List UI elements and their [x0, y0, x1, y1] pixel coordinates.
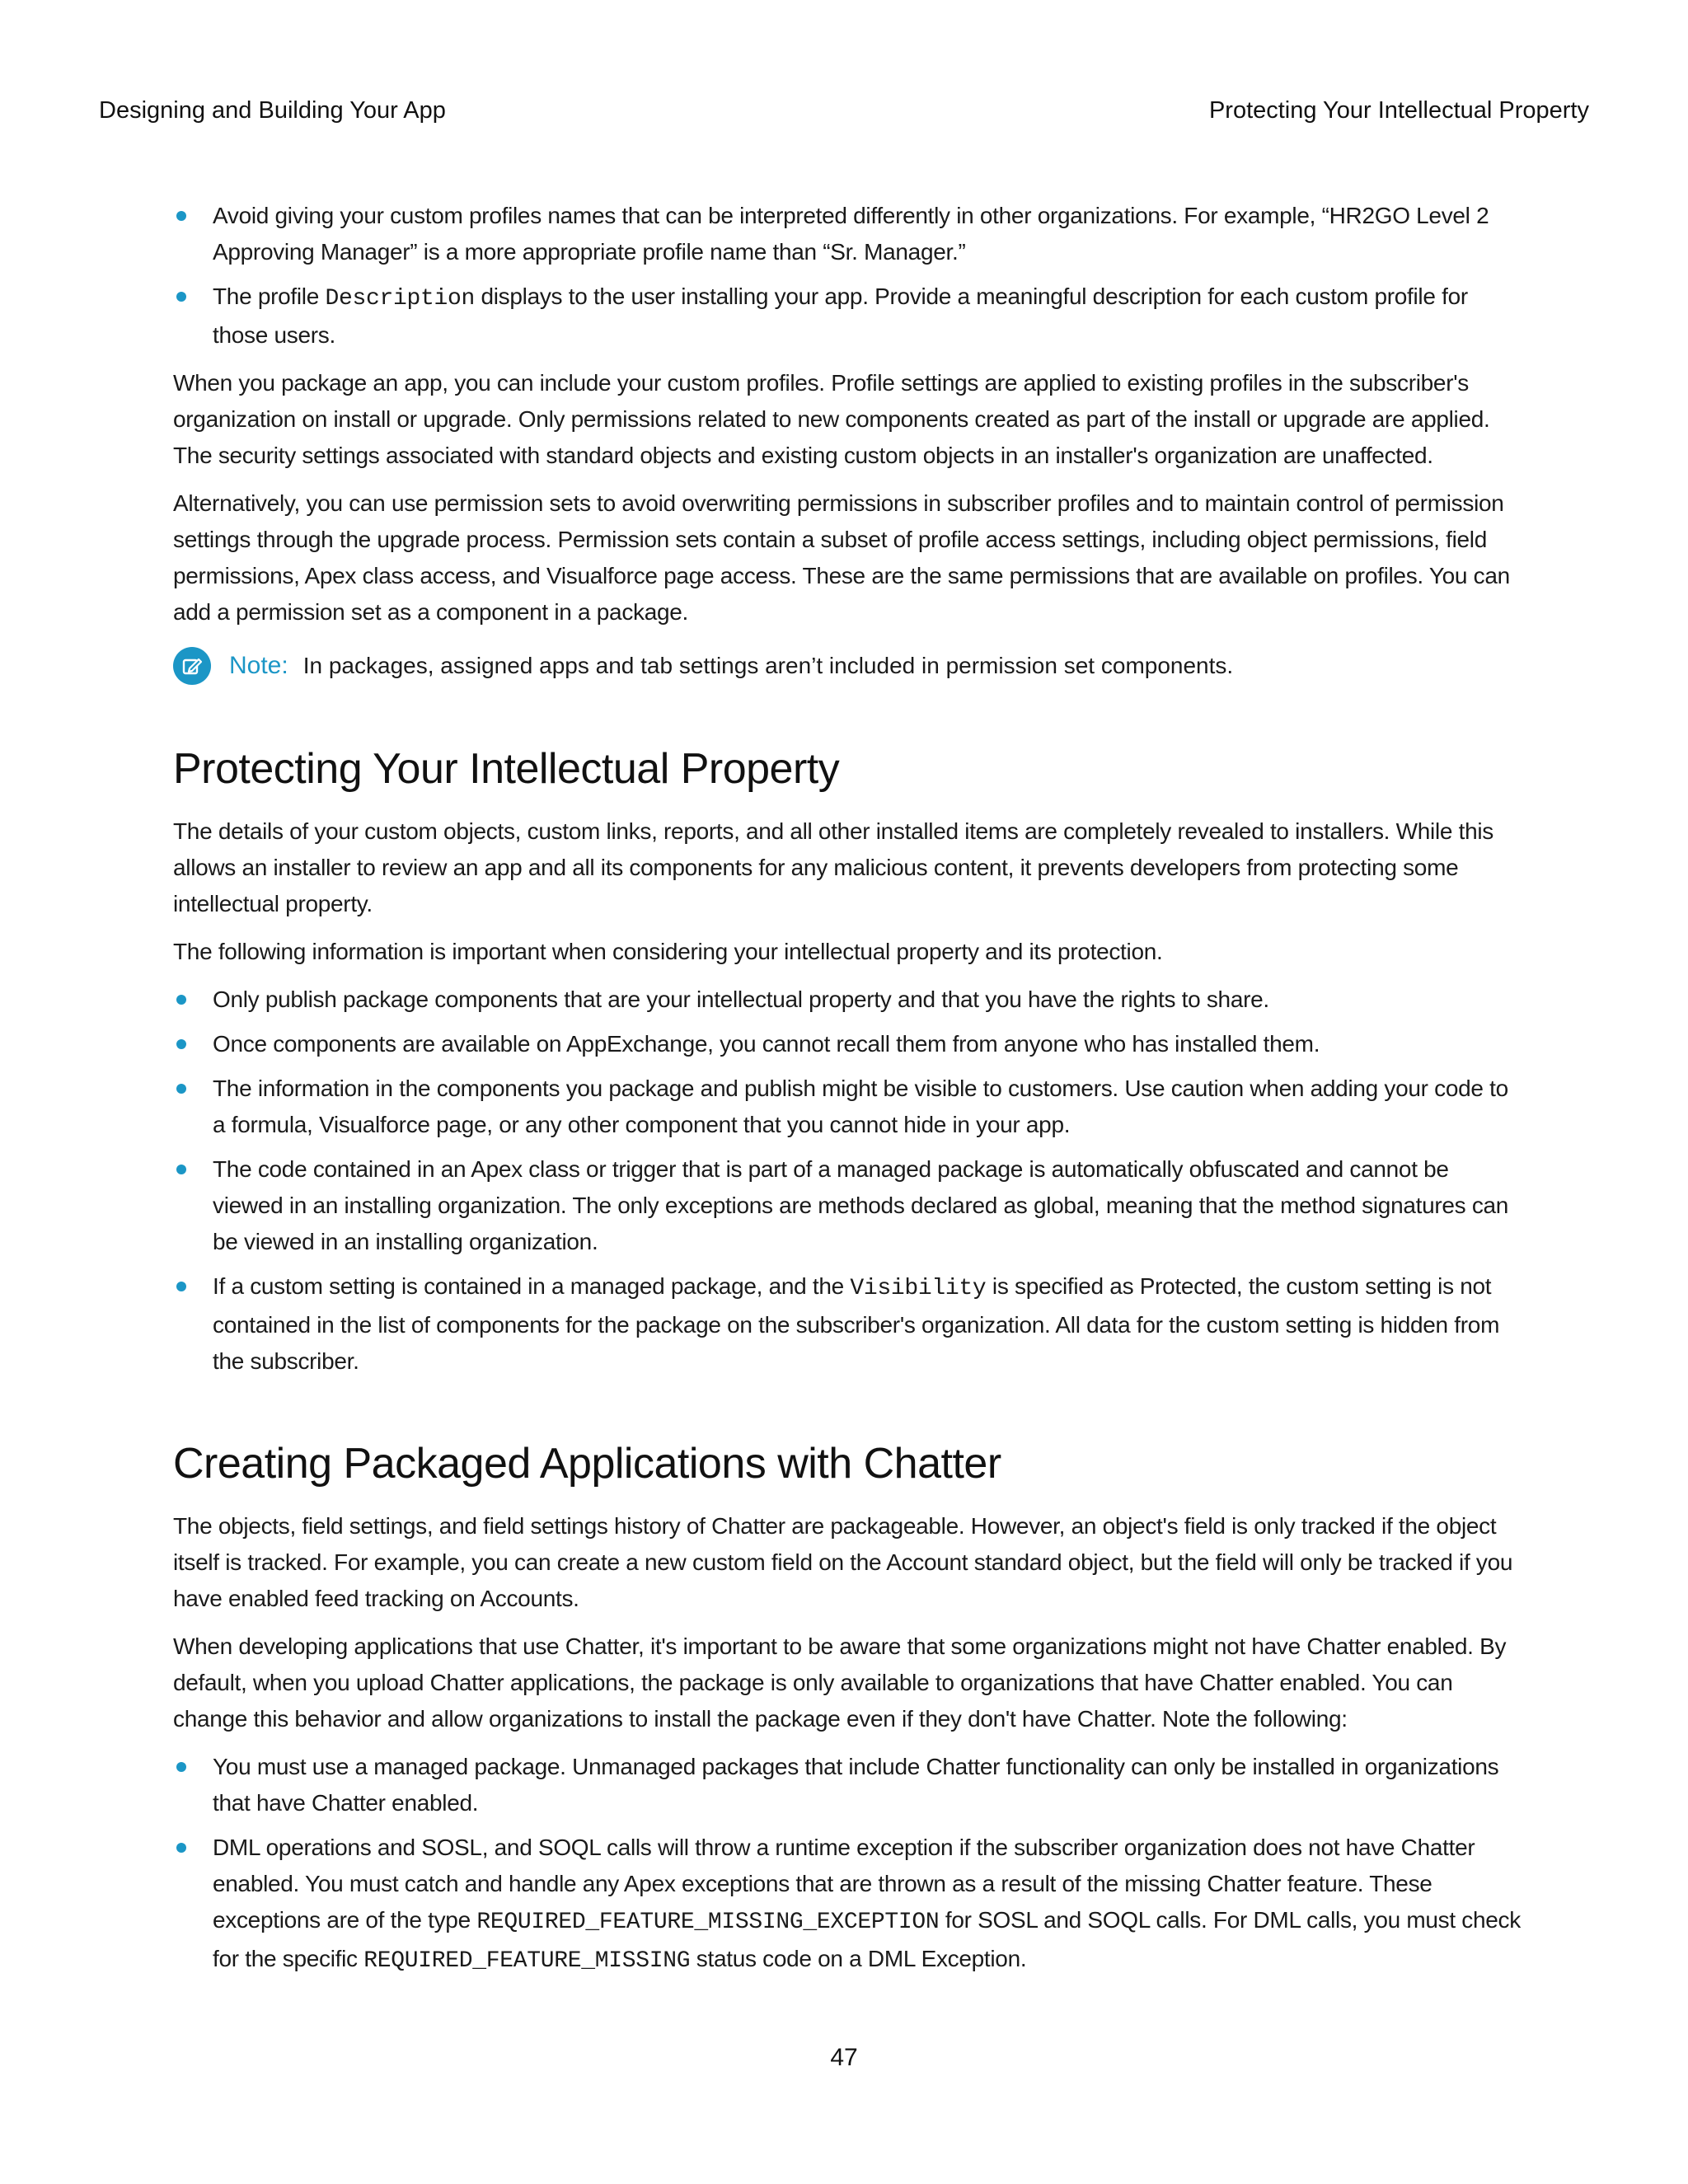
header-section-title: Protecting Your Intellectual Property	[1208, 97, 1589, 124]
list-item	[173, 198, 1525, 270]
list-item-text-pre: The profile	[213, 284, 326, 309]
bullet-dot-icon	[176, 211, 186, 221]
paragraph: When you package an app, you can include your custom profiles. Profile settings are applied to existing profiles in the subscriber's organization on install or upgrade. Only permissions related to new components created as part of the install or upgrade are applied. The security settings associated with standard objects and existing custom objects in an installer's organization are unaffected.	[173, 370, 1490, 468]
list-item-text: The code contained in an Apex class or trigger that is part of a managed package is automatically obfuscated and cannot be viewed in an installing organization. The only exceptions are methods declared as global, meaning that the method signatures can be viewed in an installing organization.	[213, 1156, 1509, 1254]
list-item-text: Only publish package components that are your intellectual property and that you have the rights to share.	[213, 987, 1269, 1012]
list-item-text-post: is specified as Protected, the custom setting is not contained in the list of components for the package on the subscriber's organization. All data for the custom setting is hidden from the subscriber.	[213, 1273, 1500, 1374]
bullet-dot-icon	[176, 1762, 186, 1772]
list-item	[173, 982, 1525, 1018]
running-header	[99, 97, 1589, 134]
inline-code: REQUIRED_FEATURE_MISSING	[363, 1948, 691, 1974]
note-text: In packages, assigned apps and tab settings aren’t included in permission set components.	[302, 653, 1234, 678]
bullet-dot-icon	[176, 1165, 186, 1174]
list-item-text: The information in the components you package and publish might be visible to customers. Use caution when adding your code to a formula, Visualforce page, or any other component that you cannot hide in your app.	[213, 1076, 1508, 1137]
paragraph: The details of your custom objects, custom links, reports, and all other installed items are completely revealed to installers. While this allows an installer to review an app and all its components for any malicious content, it prevents developers from protecting some intellectual property.	[173, 818, 1493, 916]
list-item	[173, 1026, 1525, 1062]
list-item-text-part2: for SOSL and SOQL calls. For DML calls, you must check for the specific	[213, 1907, 1521, 1971]
page-number: 47	[830, 2044, 858, 2071]
inline-code: Description	[325, 286, 475, 312]
chatter-bullet-list	[173, 1749, 1525, 1980]
section-heading: Protecting Your Intellectual Property	[173, 745, 840, 793]
bullet-dot-icon	[176, 1843, 186, 1853]
paragraph: When developing applications that use Chatter, it's important to be aware that some organizations might not have Chatter enabled. By default, when you upload Chatter applications, the package is only available to organizations that have Chatter enabled. You can change this behavior and allow organizations to install the package even if they don't have Chatter. Note the following:	[173, 1633, 1507, 1732]
list-item	[173, 1749, 1525, 1821]
inline-code: REQUIRED_FEATURE_MISSING_EXCEPTION	[476, 1910, 940, 1935]
list-item	[173, 1268, 1525, 1380]
note-callout	[173, 647, 1525, 685]
list-item	[173, 1151, 1525, 1260]
list-item-text-part3: status code on a DML Exception.	[690, 1946, 1027, 1971]
intro-bullet-list	[173, 198, 1525, 354]
section-heading: Creating Packaged Applications with Chatter	[173, 1440, 1001, 1488]
page-content	[173, 198, 1525, 1991]
paragraph: The following information is important when considering your intellectual property and its protection.	[173, 939, 1163, 964]
bullet-dot-icon	[176, 292, 186, 302]
inline-code: Visibility	[850, 1276, 987, 1301]
header-chapter-title: Designing and Building Your App	[99, 97, 446, 124]
list-item-text: Avoid giving your custom profiles names that can be interpreted differently in other organizations. For example, “HR2GO Level 2 Approving Manager” is a more appropriate profile name than “Sr. Manager.”	[213, 203, 1489, 265]
list-item-text-part1: DML operations and SOSL, and SOQL calls will throw a runtime exception if the subscriber organization does not have Chatter enabled. You must catch and handle any Apex exceptions that are thrown as a result of the missing Chatter feature. These exceptions are of the type	[213, 1835, 1475, 1933]
bullet-dot-icon	[176, 995, 186, 1005]
list-item	[173, 1830, 1525, 1980]
list-item-text-pre: If a custom setting is contained in a managed package, and the	[213, 1273, 851, 1299]
list-item-text: Once components are available on AppExchange, you cannot recall them from anyone who has installed them.	[213, 1031, 1320, 1057]
bullet-dot-icon	[176, 1039, 186, 1049]
bullet-dot-icon	[176, 1282, 186, 1291]
ip-bullet-list	[173, 982, 1525, 1380]
list-item-text-post: displays to the user installing your app. Provide a meaningful description for each custom profile for those users.	[213, 284, 1468, 348]
list-item-text: You must use a managed package. Unmanaged packages that include Chatter functionality can only be installed in organizations that have Chatter enabled.	[213, 1754, 1499, 1816]
paragraph: The objects, field settings, and field settings history of Chatter are packageable. However, an object's field is only tracked if the object itself is tracked. For example, you can create a new custom field on the Account standard object, but the field will only be tracked if you have enabled feed tracking on Accounts.	[173, 1513, 1513, 1611]
paragraph: Alternatively, you can use permission sets to avoid overwriting permissions in subscriber profiles and to maintain control of permission settings through the upgrade process. Permission sets contain a subset of profile access settings, including object permissions, field permissions, Apex class access, and Visualforce page access. These are the same permissions that are available on profiles. You can add a permission set as a component in a package.	[173, 490, 1510, 625]
list-item	[173, 279, 1525, 354]
edit-note-icon	[173, 647, 211, 685]
bullet-dot-icon	[176, 1084, 186, 1094]
note-label: Note:	[229, 652, 288, 679]
list-item	[173, 1071, 1525, 1143]
